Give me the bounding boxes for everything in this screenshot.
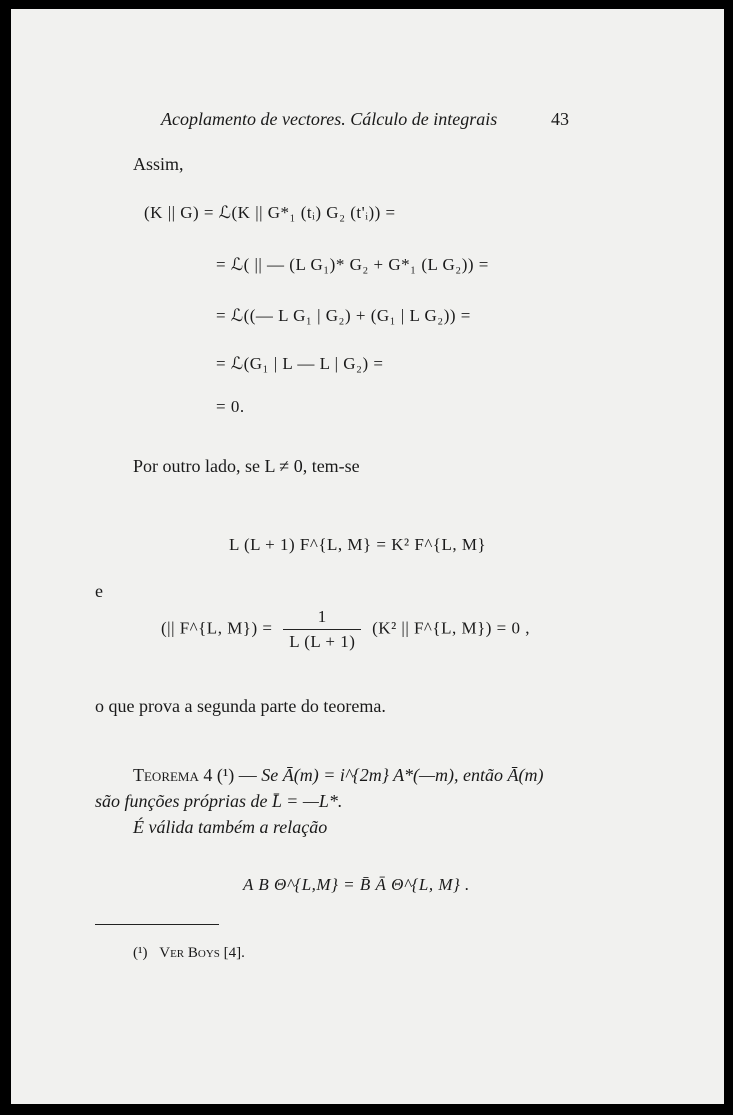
intro-text: Assim,: [133, 154, 184, 174]
equation-2-numerator: 1: [283, 607, 361, 630]
running-title: Acoplamento de vectores. Cálculo de integrais: [161, 109, 498, 129]
derivation-line-3: = ℒ((— L G₁ | G₂) + (G₁ | L G₂)) =: [216, 306, 471, 325]
equation-2: [161, 607, 530, 652]
equation-2-denominator: L (L + 1): [289, 632, 356, 651]
footnote-divider: [95, 924, 219, 925]
conjunction-e: e: [95, 581, 103, 601]
theorem-line-3: É válida também a relação: [133, 817, 328, 837]
equation-1: L (L + 1) F^{L, M} = K² F^{L, M}: [229, 535, 487, 554]
theorem-statement: Se Ā(m) = i^{2m} A*(—m), então Ā(m): [261, 765, 544, 785]
theorem-line-2: são funções próprias de L̄ = —L*.: [95, 791, 343, 811]
derivation-line-4: = ℒ(G₁ | L — L | G₂) =: [216, 354, 384, 373]
theorem-label: Teorema 4 (¹) —: [133, 765, 257, 785]
text-line-1: Por outro lado, se L ≠ 0, tem-se: [133, 456, 360, 476]
equation-2-fraction: [283, 607, 361, 652]
footnote-marker: (¹): [133, 945, 148, 961]
derivation-line-2: = ℒ( || — (L G₁)* G₂ + G*₁ (L G₂)) =: [216, 255, 489, 274]
derivation-line-1: (K || G) = ℒ(K || G*₁ (tᵢ) G₂ (t'ᵢ)) =: [144, 203, 396, 222]
book-page: [11, 9, 724, 1104]
text-line-2: o que prova a segunda parte do teorema.: [95, 696, 386, 716]
equation-2-lhs: (|| F^{L, M}) =: [161, 618, 273, 638]
equation-2-rhs: (K² || F^{L, M}) = 0 ,: [372, 618, 530, 638]
theorem-line-1: [133, 765, 544, 786]
page-number: 43: [551, 109, 569, 129]
footnote-text: Ver Boys [4].: [159, 945, 245, 961]
derivation-line-5: = 0.: [216, 397, 245, 416]
equation-3: A B Θ^{L,M} = B̄ Ā Θ^{L, M} .: [243, 875, 470, 894]
footnote: [133, 945, 245, 962]
